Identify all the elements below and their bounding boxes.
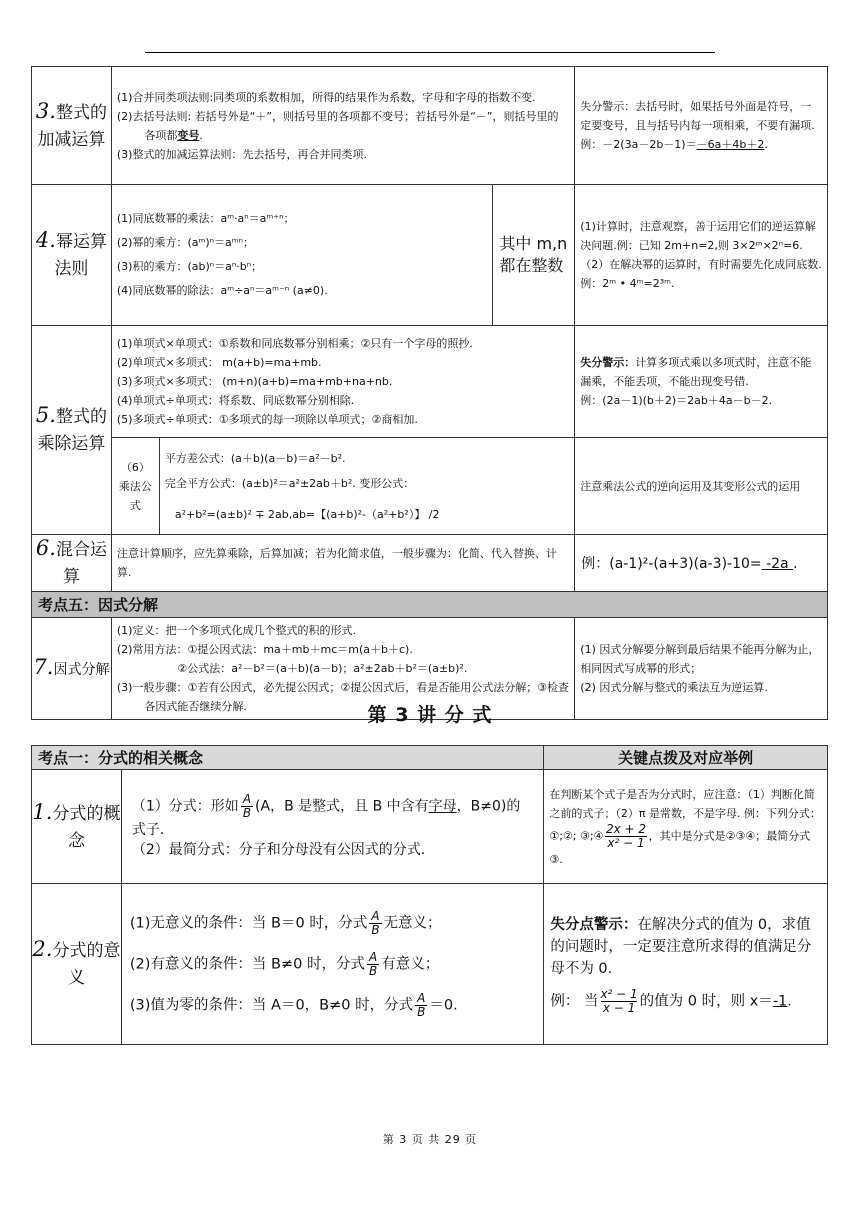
section-5-heading: 5.整式的乘除运算 xyxy=(32,326,112,535)
table-row xyxy=(32,438,828,535)
fraction: $\frac{A}{B}$ xyxy=(242,792,252,820)
section-header: 考点一：分式的相关概念 xyxy=(32,746,544,770)
table-row xyxy=(32,67,828,185)
section-4-tip: (1)计算时，注意观察，善于运用它们的逆运算解决问题.例：已知 2m+n=2,则 3×2ᵐ×2ⁿ=6. （2）在解决幂的运算时，有时需要先化成同底数.例：2ᵐ • 4ᵐ=2³ᵐ. xyxy=(575,185,828,326)
t2-section-1-tip: 在判断某个式子是否为分式时，应注意：（1）判断化简之前的式子；（2）π 是常数，不是字母. 例：下列分式：①;②; ③;④ $\frac{2x + 2}{\text{x² − 1}}$ ，其中是分式是②③④；最简分式 ③. xyxy=(544,770,828,884)
page-footer: 第 3 页 共 29 页 xyxy=(382,1133,478,1146)
table-row xyxy=(32,535,828,592)
section-6-heading: 6.混合运算 xyxy=(32,535,112,592)
t2-section-2-heading: 2.分式的意义 xyxy=(32,884,122,1045)
t2-section-2-tip: 失分点警示：在解决分式的值为 0，求值的问题时，一定要注意所求得的值满足分母不为 0. 例： 当 $\frac{\text{x² − 1}}{x - 1}$ 的值为 0 时，则 x＝-1. xyxy=(544,884,828,1045)
table-row xyxy=(32,185,828,326)
section-7-rules: (1)定义：把一个多项式化成几个整式的积的形式. (2)常用方法：①提公因式法：ma＋mb＋mc＝m(a＋b＋c). ②公式法：a²－b²＝(a＋b)(a－b)；a²±2ab＋b²＝(a±b)². (3)一般步骤：①若有公因式，必先提公因式；②提公因式后，看是否能用公式法分解；③检查各因式能否继续分解. xyxy=(111,618,574,720)
section-4-rules: (1)同底数幂的乘法：aᵐ·aⁿ＝aᵐ⁺ⁿ； (2)幂的乘方：(aᵐ)ⁿ＝aᵐⁿ； (3)积的乘方：(ab)ⁿ＝aⁿ·bⁿ； (4)同底数幂的除法：aᵐ÷aⁿ＝aᵐ⁻ⁿ (a≠0). xyxy=(111,185,492,326)
t2-section-2-body: (1)无意义的条件：当 B＝0 时，分式 $\frac{A}{B}$ 无意义； (2)有意义的条件：当 B≠0 时，分式 $\frac{A}{B}$ 有意义； (3)值为零的条件：当 A＝0，B≠0 时，分式 $\frac{A}{B}$ ＝0. xyxy=(121,884,543,1045)
lecture-title: 第 3 讲 分 式 xyxy=(367,704,493,726)
section-3-rules: (1)合并同类项法则:同类项的系数相加，所得的结果作为系数，字母和字母的指数不变. (2)去括号法则: 若括号外是“＋”，则括号里的各项都不变号；若括号外是“－”，则括号里的各项都变号. (3)整式的加减运算法则：先去括号，再合并同类项. xyxy=(111,67,574,185)
section-3-tip: 失分警示：去括号时，如果括号外面是符号，一定要变号，且与括号内每一项相乘，不要有漏项. 例：－2(3a－2b－1)＝－6a＋4b＋2. xyxy=(575,67,828,185)
section-7-heading: 7.因式分解 xyxy=(32,618,112,720)
formula-label: （6） 乘法公式 xyxy=(111,438,159,535)
section-5-rules: (1)单项式×单项式：①系数和同底数幂分别相乘；②只有一个字母的照抄. (2)单项式×多项式： m(a+b)=ma+mb. (3)多项式×多项式： (m+n)(a+b)=ma+mb+na+nb. (4)单项式÷单项式：将系数、同底数幂分别相除. (5)多项式÷单项式：①多项式的每一项除以单项式；②商相加. xyxy=(111,326,574,438)
fraction-concept-table xyxy=(31,745,828,1045)
formula-list: 平方差公式：(a＋b)(a－b)＝a²－b². 完全平方公式：(a±b)²＝a²±2ab＋b². 变形公式： a²+b²=(a±b)² ∓ 2ab,ab=【(a+b)²-（a²+b²）】 /2 xyxy=(159,438,574,535)
section-7-tip: (1) 因式分解要分解到最后结果不能再分解为止，相同因式写成幂的形式； (2) 因式分解与整式的乘法互为逆运算. xyxy=(575,618,828,720)
header-rule xyxy=(145,52,715,53)
t2-section-1-body: （1）分式：形如 $\frac{A}{B}$ (A，B 是整式，且 B 中含有字母，B≠0)的式子. （2）最简分式：分子和分母没有公因式的分式. xyxy=(121,770,543,884)
table-row xyxy=(32,884,828,1045)
section-5-tip: 失分警示：计算多项式乘以多项式时，注意不能漏乘，不能丢项，不能出现变号错. 例：(2a－1)(b＋2)＝2ab＋4a－b－2. xyxy=(575,326,828,438)
section-6-body: 注意计算顺序，应先算乘除，后算加减；若为化简求值，一般步骤为：化简、代入替换、计算. xyxy=(111,535,574,592)
section-4-heading: 4.幂运算法则 xyxy=(32,185,112,326)
table-row xyxy=(32,592,828,618)
table-row xyxy=(32,770,828,884)
table-row xyxy=(32,326,828,438)
section-6-example: 例：(a-1)²-(a+3)(a-3)-10= -2a . xyxy=(575,535,828,592)
section-3-heading: 3.整式的加减运算 xyxy=(32,67,112,185)
section-header: 考点五：因式分解 xyxy=(32,592,828,618)
section-4-note: 其中 m,n 都在整数 xyxy=(493,185,575,326)
table-row xyxy=(32,746,828,770)
formula-tip: 注意乘法公式的逆向运用及其变形公式的运用 xyxy=(575,438,828,535)
algebra-summary-table xyxy=(31,66,828,720)
column-header: 关键点拨及对应举例 xyxy=(544,746,828,770)
fraction: $\frac{2x + 2}{\text{x² − 1}}$ xyxy=(605,821,647,850)
t2-section-1-heading: 1.分式的概念 xyxy=(32,770,122,884)
